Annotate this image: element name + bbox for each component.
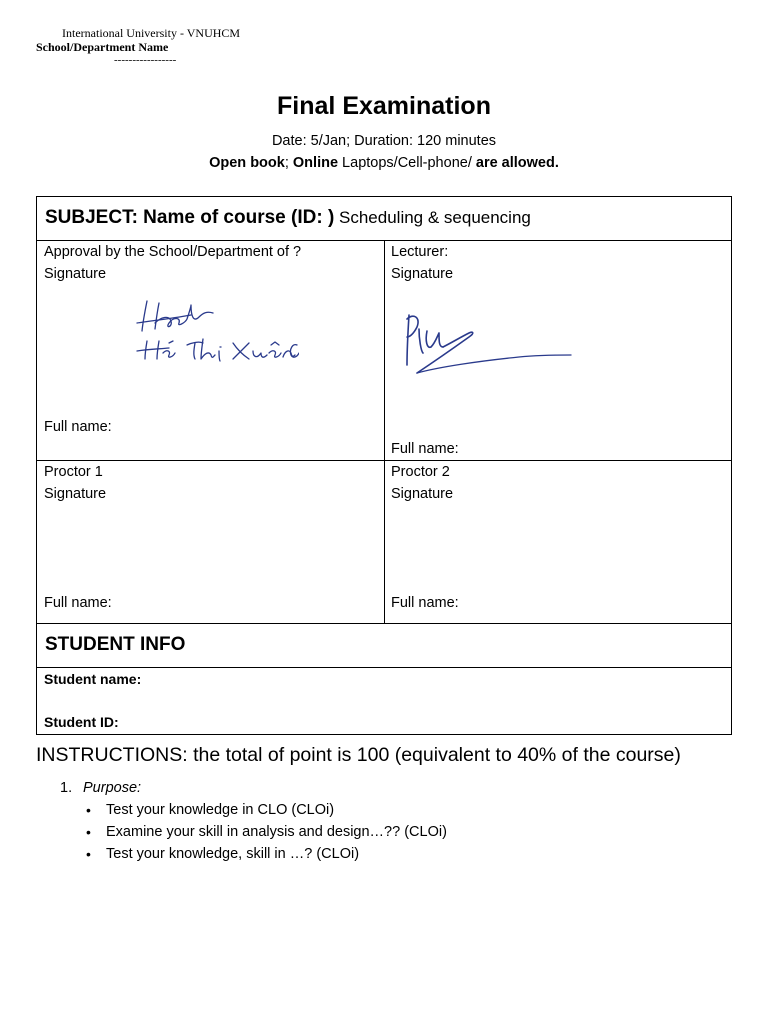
exam-title: Final Examination xyxy=(277,92,491,120)
table-rule xyxy=(37,623,731,624)
lecturer-signature-label: Signature xyxy=(391,266,454,282)
header-divider: ----------------- xyxy=(114,54,177,66)
proctor1-full-name-label: Full name: xyxy=(44,595,112,611)
allowed-separator: ; xyxy=(284,155,293,171)
bullet-icon: • xyxy=(86,846,91,862)
exam-date-duration: Date: 5/Jan; Duration: 120 minutes xyxy=(271,133,497,149)
bullet-icon: • xyxy=(86,824,91,840)
university-name: International University - VNUHCM xyxy=(62,26,241,40)
lecturer-full-name-label: Full name: xyxy=(391,441,459,457)
table-column-divider xyxy=(384,240,385,623)
subject-value: Scheduling & sequencing xyxy=(334,208,531,227)
department-name: School/Department Name xyxy=(36,40,169,54)
exam-allowed-materials xyxy=(0,155,768,171)
proctor1-signature-label: Signature xyxy=(44,486,107,502)
open-book-label: Open book xyxy=(209,155,285,171)
instructions-heading: INSTRUCTIONS: the total of point is 100 (equivalent to 40% of the course) xyxy=(36,744,681,766)
bullet-icon: • xyxy=(86,802,91,818)
student-id-label: Student ID: xyxy=(44,714,119,730)
are-allowed-label: are allowed. xyxy=(475,155,559,171)
proctor2-label: Proctor 2 xyxy=(391,464,450,480)
allowed-devices: Laptops/Cell-phone/ xyxy=(338,155,476,171)
lecturer-label: Lecturer: xyxy=(391,244,449,260)
purpose-label: Purpose: xyxy=(83,780,142,796)
proctor1-label: Proctor 1 xyxy=(44,464,103,480)
lecturer-handwritten-signature xyxy=(399,307,574,387)
approval-full-name-label: Full name: xyxy=(44,419,112,435)
approval-signature-label: Signature xyxy=(44,266,107,282)
approval-label: Approval by the School/Department of ? xyxy=(44,244,302,260)
list-number: 1. xyxy=(60,780,73,796)
subject-row xyxy=(45,207,531,229)
bullet-item: Test your knowledge in CLO (CLOi) xyxy=(106,802,335,818)
proctor2-signature-label: Signature xyxy=(391,486,454,502)
proctor2-full-name-label: Full name: xyxy=(391,595,459,611)
exam-cover-table xyxy=(36,196,732,735)
table-rule xyxy=(37,667,731,668)
bullet-item: Examine your skill in analysis and design…?? (CLOi) xyxy=(106,824,447,840)
student-info-heading: STUDENT INFO xyxy=(45,634,186,655)
subject-label: SUBJECT: Name of course (ID: ) xyxy=(45,207,335,228)
student-name-label: Student name: xyxy=(44,671,142,687)
online-label: Online xyxy=(292,155,339,171)
approval-handwritten-signature xyxy=(129,293,299,373)
bullet-item: Test your knowledge, skill in …? (CLOi) xyxy=(106,846,360,862)
